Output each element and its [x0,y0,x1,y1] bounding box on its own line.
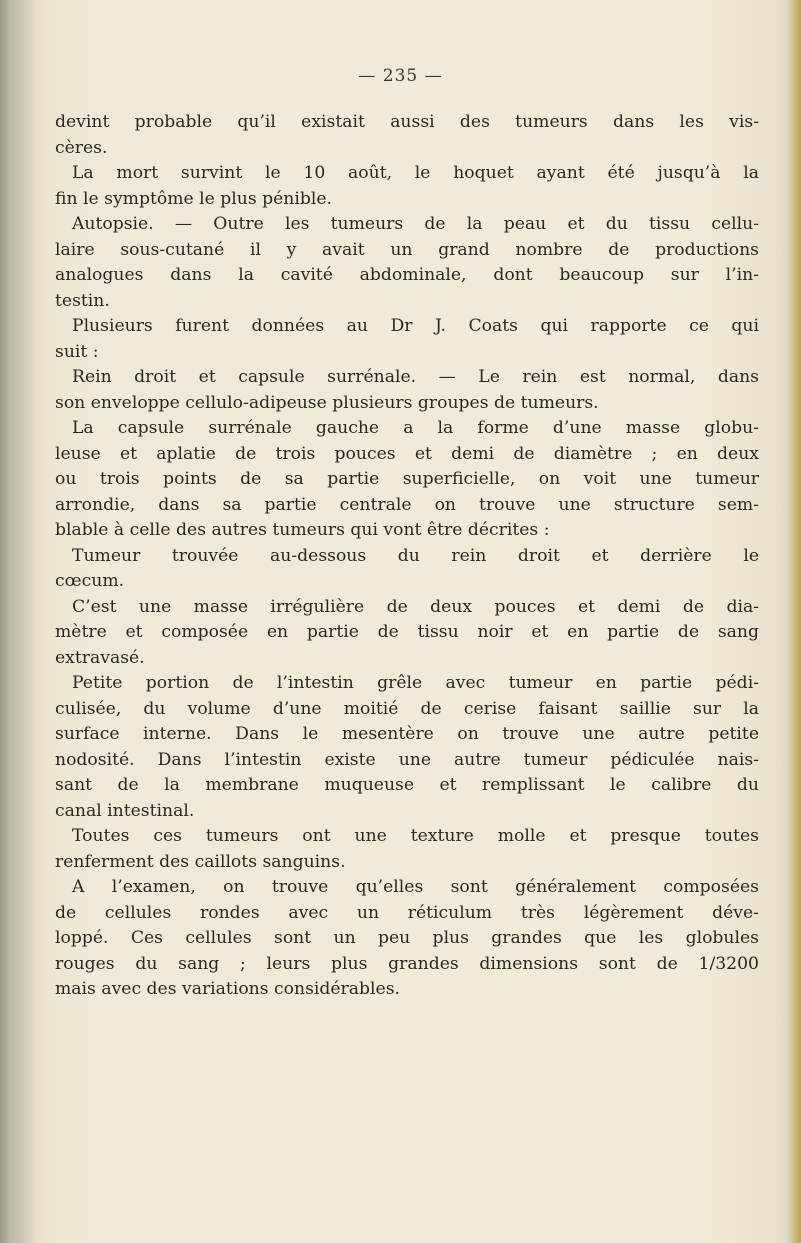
text-line: nodosité. Dans l’intestin existe une autre tumeur pédiculée nais- [55,749,759,770]
text-line: renferment des caillots sanguins. [55,851,346,872]
text-line: Plusieurs furent données au Dr J. Coats qui rapporte ce qui [72,316,759,336]
text-line: extravasé. [55,647,145,668]
text-line: Tumeur trouvée au-dessous du rein droit et derrière le [72,545,759,566]
page-edge [787,0,801,1243]
text-line: surface interne. Dans le mesentère on trouve une autre petite [55,724,759,744]
text-line: laire sous-cutané il y avait un grand nombre de productions [55,239,759,260]
binding-shadow [0,0,36,1243]
text-line: Petite portion de l’intestin grêle avec tumeur en partie pédi- [72,673,759,693]
text-line: son enveloppe cellulo-adipeuse plusieurs groupes de tumeurs. [55,392,599,413]
text-line: A l’examen, on trouve qu’elles sont généralement composées [72,877,759,897]
text-line: suit : [55,341,99,362]
text-line: C’est une masse irrégulière de deux pouces et demi de dia- [72,596,759,617]
text-line: culisée, du volume d’une moitié de cerise faisant saillie sur la [55,698,759,719]
text-line: blable à celle des autres tumeurs qui vont être décrites : [55,520,550,540]
text-line: ou trois points de sa partie superficielle, on voit une tumeur [55,469,759,489]
text-line: de cellules rondes avec un réticulum très légèrement déve- [55,902,759,923]
text-line: La mort survint le 10 août, le hoquet ayant été jusqu’à la [72,163,759,183]
text-line: analogues dans la cavité abdominale, dont beaucoup sur l’in- [55,265,759,285]
text-line: sant de la membrane muqueuse et remplissant le calibre du [55,775,759,795]
body-text [55,110,759,1003]
text-line: rouges du sang ; leurs plus grandes dimensions sont de 1/3200 [55,953,759,974]
page-number: — 235 — [358,66,443,86]
text-line: La capsule surrénale gauche a la forme d’une masse globu- [72,418,759,438]
text-line: cères. [55,137,108,158]
text-line: testin. [55,290,110,311]
text-line: mais avec des variations considérables. [55,979,400,999]
text-line: cœcum. [55,571,125,591]
text-line: Toutes ces tumeurs ont une texture molle et presque toutes [72,826,759,846]
text-line: canal intestinal. [55,800,195,821]
text-line: Rein droit et capsule surrénale. — Le rein est normal, dans [72,367,759,387]
text-line: leuse et aplatie de trois pouces et demi de diamètre ; en deux [55,443,759,464]
text-line: Autopsie. — Outre les tumeurs de la peau et du tissu cellu- [72,214,759,234]
text-line: loppé. Ces cellules sont un peu plus grandes que les globules [55,928,759,948]
text-line: devint probable qu’il existait aussi des tumeurs dans les vis- [55,112,759,132]
text-line: arrondie, dans sa partie centrale on trouve une structure sem- [55,494,759,515]
text-line: fin le symptôme le plus pénible. [55,188,333,209]
text-line: mètre et composée en partie de tissu noir et en partie de sang [55,622,759,642]
